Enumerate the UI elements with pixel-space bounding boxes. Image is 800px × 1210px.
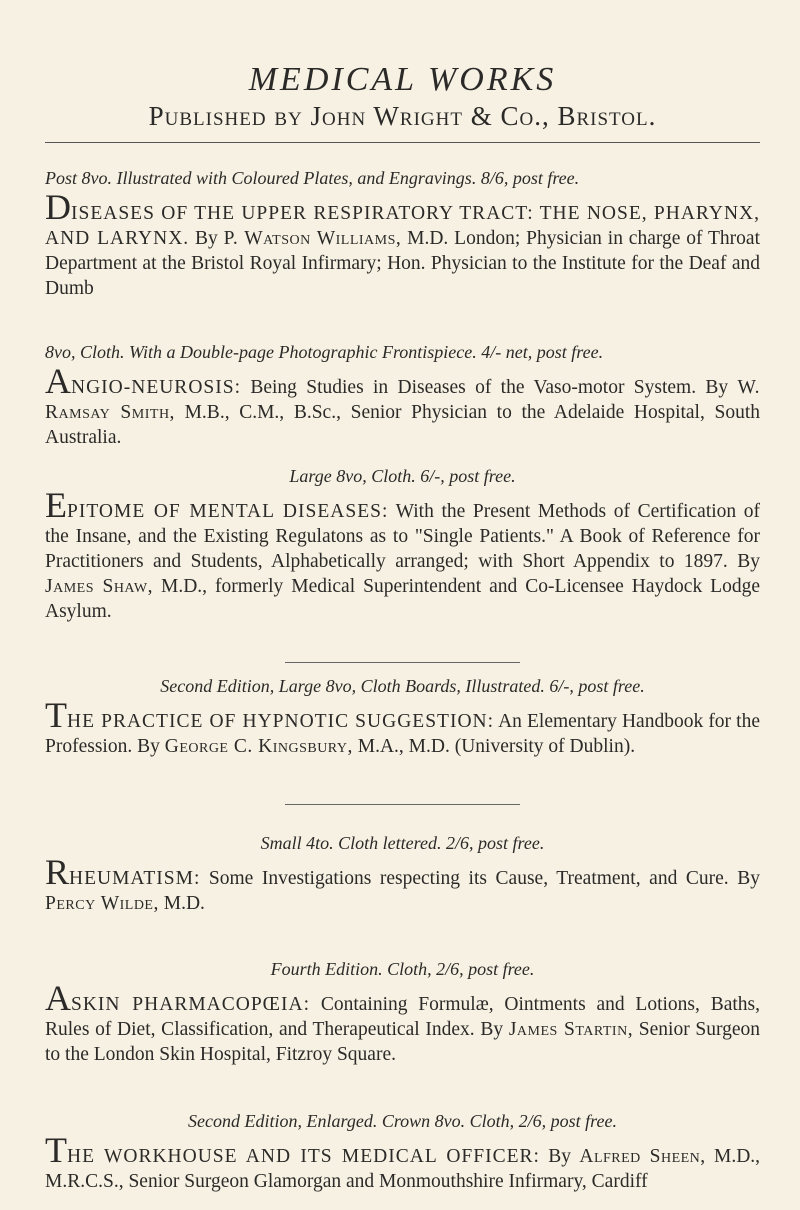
book-entry — [45, 167, 760, 301]
by-word: By — [480, 1019, 504, 1040]
book-title: ASKIN PHARMACOPŒIA: — [45, 978, 311, 1018]
book-title: EPITOME OF MENTAL DISEASES: — [45, 485, 389, 525]
book-description — [45, 187, 760, 301]
author-credentials: Senior Surgeon to the London Skin Hospital, Fitzroy Square. — [45, 1019, 761, 1065]
drop-initial: E — [45, 485, 67, 525]
author-credentials: M.D. London; Physician in charge of Throat Department at the Bristol Royal Infirmary; Hon. Physician to the Institute for the Deaf and Dumb — [45, 228, 760, 299]
book-entry — [45, 1110, 760, 1194]
book-author: James Shaw, — [45, 576, 154, 597]
book-subtitle: An Elementary Handbook for the Profession. — [45, 711, 760, 757]
book-description — [45, 1130, 761, 1194]
section-divider — [285, 804, 520, 805]
book-edition-price: Post 8vo. Illustrated with Coloured Plates, and Engravings. 8/6, post free. — [45, 168, 580, 188]
book-entry — [45, 832, 760, 916]
by-word: By — [195, 228, 218, 249]
drop-initial: D — [45, 187, 71, 227]
book-author: Alfred Sheen, — [579, 1146, 706, 1167]
book-subtitle: With the Present Methods of Certification of the Insane, and the Existing Regulatons as to "Single Patients." A Book of Reference for Practitioners and Students, Alphabetically arranged; with Short Appendix to 1897. — [45, 501, 761, 572]
book-description — [45, 485, 761, 624]
book-edition-price: Large 8vo, Cloth. 6/-, post free. — [289, 466, 516, 486]
book-author: W. Ramsay Smith, — [45, 377, 761, 423]
book-description — [45, 852, 760, 916]
book-entry — [45, 675, 760, 759]
author-credentials: M.A., M.D. (University of Dublin). — [357, 736, 636, 757]
by-word: By — [705, 377, 729, 398]
drop-initial: A — [45, 978, 71, 1018]
book-subtitle: Some Investigations respecting its Cause, Treatment, and Cure. — [208, 868, 729, 889]
author-credentials: M.B., C.M., B.Sc., Senior Physician to the Adelaide Hospital, South Australia. — [45, 402, 761, 448]
drop-initial: A — [45, 361, 71, 401]
by-word: By — [137, 736, 160, 757]
book-edition-price: Fourth Edition. Cloth, 2/6, post free. — [270, 959, 535, 979]
book-title: THE PRACTICE OF HYPNOTIC SUGGESTION: — [45, 695, 495, 735]
book-entry — [45, 341, 760, 450]
by-word: By — [737, 551, 760, 572]
author-credentials: M.D., M.R.C.S., Senior Surgeon Glamorgan and Monmouthshire Infirmary, Cardiff — [45, 1146, 761, 1192]
book-author: James Startin, — [508, 1019, 634, 1040]
book-edition-price: 8vo, Cloth. With a Double-page Photographic Frontispiece. 4/- net, post free. — [45, 342, 604, 362]
header-divider — [45, 142, 760, 143]
book-title: DISEASES OF THE UPPER RESPIRATORY TRACT: THE NOSE, PHARYNX, AND LARYNX. — [45, 187, 760, 249]
author-credentials: M.D., formerly Medical Superintendent and Co-Licensee Haydock Lodge Asylum. — [45, 576, 760, 622]
drop-initial: T — [45, 1130, 67, 1170]
book-title: RHEUMATISM: — [45, 852, 201, 892]
book-author: George C. Kingsbury, — [164, 736, 353, 757]
book-edition-price: Small 4to. Cloth lettered. 2/6, post free. — [260, 833, 545, 853]
book-author: P. Watson Williams, — [223, 228, 402, 249]
section-divider — [285, 662, 520, 663]
by-word: By — [548, 1146, 572, 1167]
drop-initial: R — [45, 852, 70, 892]
book-title: THE WORKHOUSE AND ITS MEDICAL OFFICER: — [45, 1130, 540, 1170]
book-description — [45, 695, 760, 759]
book-title: ANGIO-NEUROSIS: — [45, 361, 241, 401]
book-subtitle: Containing Formulæ, Ointments and Lotions, Baths, Rules of Diet, Classification, and Therapeutical Index. — [45, 994, 760, 1040]
book-edition-price: Second Edition, Enlarged. Crown 8vo. Cloth, 2/6, post free. — [188, 1111, 617, 1131]
book-entry — [45, 958, 760, 1067]
book-entry — [45, 465, 760, 624]
book-author: Percy Wilde, — [45, 893, 159, 914]
drop-initial: T — [45, 695, 67, 735]
publisher-line: Published by John Wright & Co., Bristol. — [148, 101, 657, 131]
author-credentials: M.D. — [163, 893, 205, 914]
book-edition-price: Second Edition, Large 8vo, Cloth Boards, Illustrated. 6/-, post free. — [160, 676, 645, 696]
book-description — [45, 361, 761, 450]
book-subtitle: Being Studies in Diseases of the Vaso-motor System. — [250, 377, 697, 398]
book-description — [45, 978, 761, 1067]
page-title: MEDICAL WORKS — [248, 61, 557, 98]
by-word: By — [737, 868, 760, 889]
